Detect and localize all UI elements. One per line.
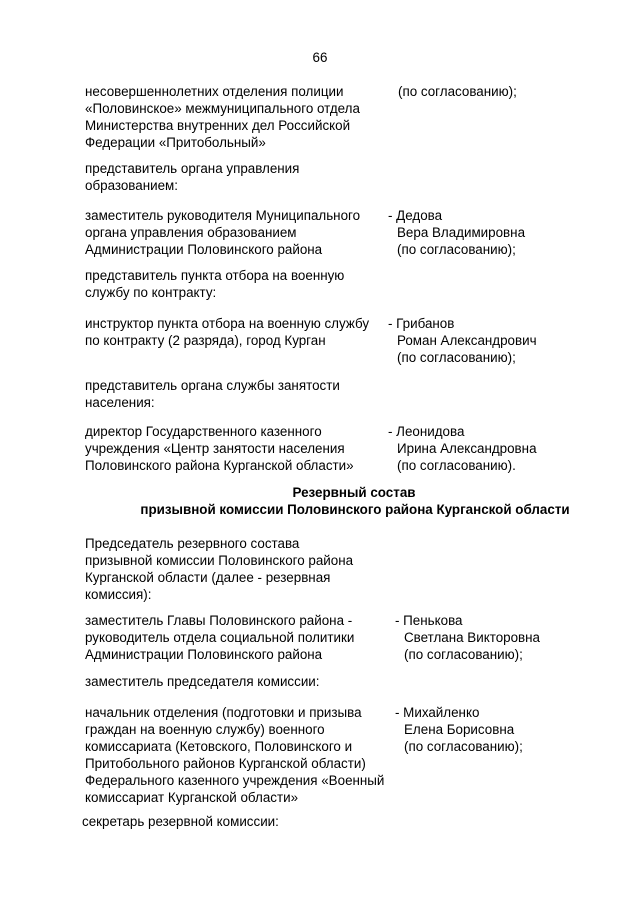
text-line: Ирина Александровна xyxy=(397,441,537,456)
member-name xyxy=(388,315,537,366)
member-position xyxy=(85,83,385,151)
text-line: - Пенькова xyxy=(395,613,463,628)
text-line: директор Государственного казенного xyxy=(85,424,322,439)
text-line: - Дедова xyxy=(388,208,443,223)
section-label xyxy=(85,267,385,301)
page-number: 66 xyxy=(312,50,328,65)
text-line: образованием: xyxy=(85,178,178,193)
section-label xyxy=(85,535,385,603)
section-label xyxy=(82,813,382,830)
text-line: - Михайленко xyxy=(395,705,480,720)
text-line: граждан на военную службу) военного xyxy=(85,722,325,737)
text-line: Притобольного районов Курганской области) xyxy=(85,756,366,771)
member-position xyxy=(85,704,385,806)
text-line: заместитель председателя комиссии: xyxy=(85,674,320,689)
text-line: Федерации «Притобольный» xyxy=(85,135,266,150)
heading-line: призывной комиссии Половинского района Курганской области xyxy=(140,502,570,517)
text-line: Половинского района Курганской области» xyxy=(85,458,354,473)
text-line: представитель органа службы занятости xyxy=(85,378,340,393)
text-line: руководитель отдела социальной политики xyxy=(85,630,355,645)
member-position xyxy=(85,207,385,258)
section-label xyxy=(85,160,385,194)
section-label xyxy=(85,673,385,690)
text-line: секретарь резервной комиссии: xyxy=(82,814,279,829)
text-line: Министерства внутренних дел Российской xyxy=(85,118,351,133)
text-line: «Половинское» межмуниципального отдела xyxy=(85,101,360,116)
text-line: Роман Александрович xyxy=(397,333,537,348)
text-line: Администрации Половинского района xyxy=(85,242,323,257)
member-name xyxy=(398,83,517,100)
text-line: комиссариат Курганской области» xyxy=(85,790,299,805)
section-heading xyxy=(0,484,640,518)
text-line: по контракту (2 разряда), город Курган xyxy=(85,333,326,348)
text-line: начальник отделения (подготовки и призыва xyxy=(85,705,362,720)
text-line: заместитель руководителя Муниципального xyxy=(85,208,361,223)
text-line: Елена Борисовна xyxy=(404,722,515,737)
text-line: призывной комиссии Половинского района xyxy=(85,553,354,568)
text-line: (по согласованию); xyxy=(398,84,517,99)
text-line: Администрации Половинского района xyxy=(85,647,323,662)
section-label xyxy=(85,377,385,411)
text-line: службу по контракту: xyxy=(85,285,217,300)
text-line: инструктор пункта отбора на военную службу xyxy=(85,316,370,331)
text-line: Курганской области (далее - резервная xyxy=(85,570,331,585)
member-name xyxy=(395,704,523,755)
text-line: Вера Владимировна xyxy=(397,225,526,240)
text-line: заместитель Главы Половинского района - xyxy=(85,613,353,628)
member-name xyxy=(395,612,540,663)
text-line: (по согласованию); xyxy=(397,350,516,365)
member-name xyxy=(388,207,525,258)
text-line: Светлана Викторовна xyxy=(404,630,540,645)
text-line: - Грибанов xyxy=(388,316,455,331)
member-position xyxy=(85,315,385,349)
heading-line: Резервный состав xyxy=(292,485,416,500)
text-line: (по согласованию); xyxy=(404,739,523,754)
text-line: комиссариата (Кетовского, Половинского и xyxy=(85,739,353,754)
text-line: (по согласованию); xyxy=(404,647,523,662)
text-line: Председатель резервного состава xyxy=(85,536,300,551)
member-name xyxy=(388,423,537,474)
text-line: представитель пункта отбора на военную xyxy=(85,268,345,283)
text-line: Федерального казенного учреждения «Военный xyxy=(85,773,385,788)
text-line: (по согласованию); xyxy=(397,242,516,257)
text-line: несовершеннолетних отделения полиции xyxy=(85,84,344,99)
text-line: учреждения «Центр занятости населения xyxy=(85,441,345,456)
member-position xyxy=(85,612,385,663)
text-line: органа управления образованием xyxy=(85,225,297,240)
text-line: представитель органа управления xyxy=(85,161,300,176)
text-line: комиссия): xyxy=(85,587,152,602)
text-line: - Леонидова xyxy=(388,424,465,439)
text-line: населения: xyxy=(85,395,155,410)
member-position xyxy=(85,423,385,474)
text-line: (по согласованию). xyxy=(397,458,516,473)
